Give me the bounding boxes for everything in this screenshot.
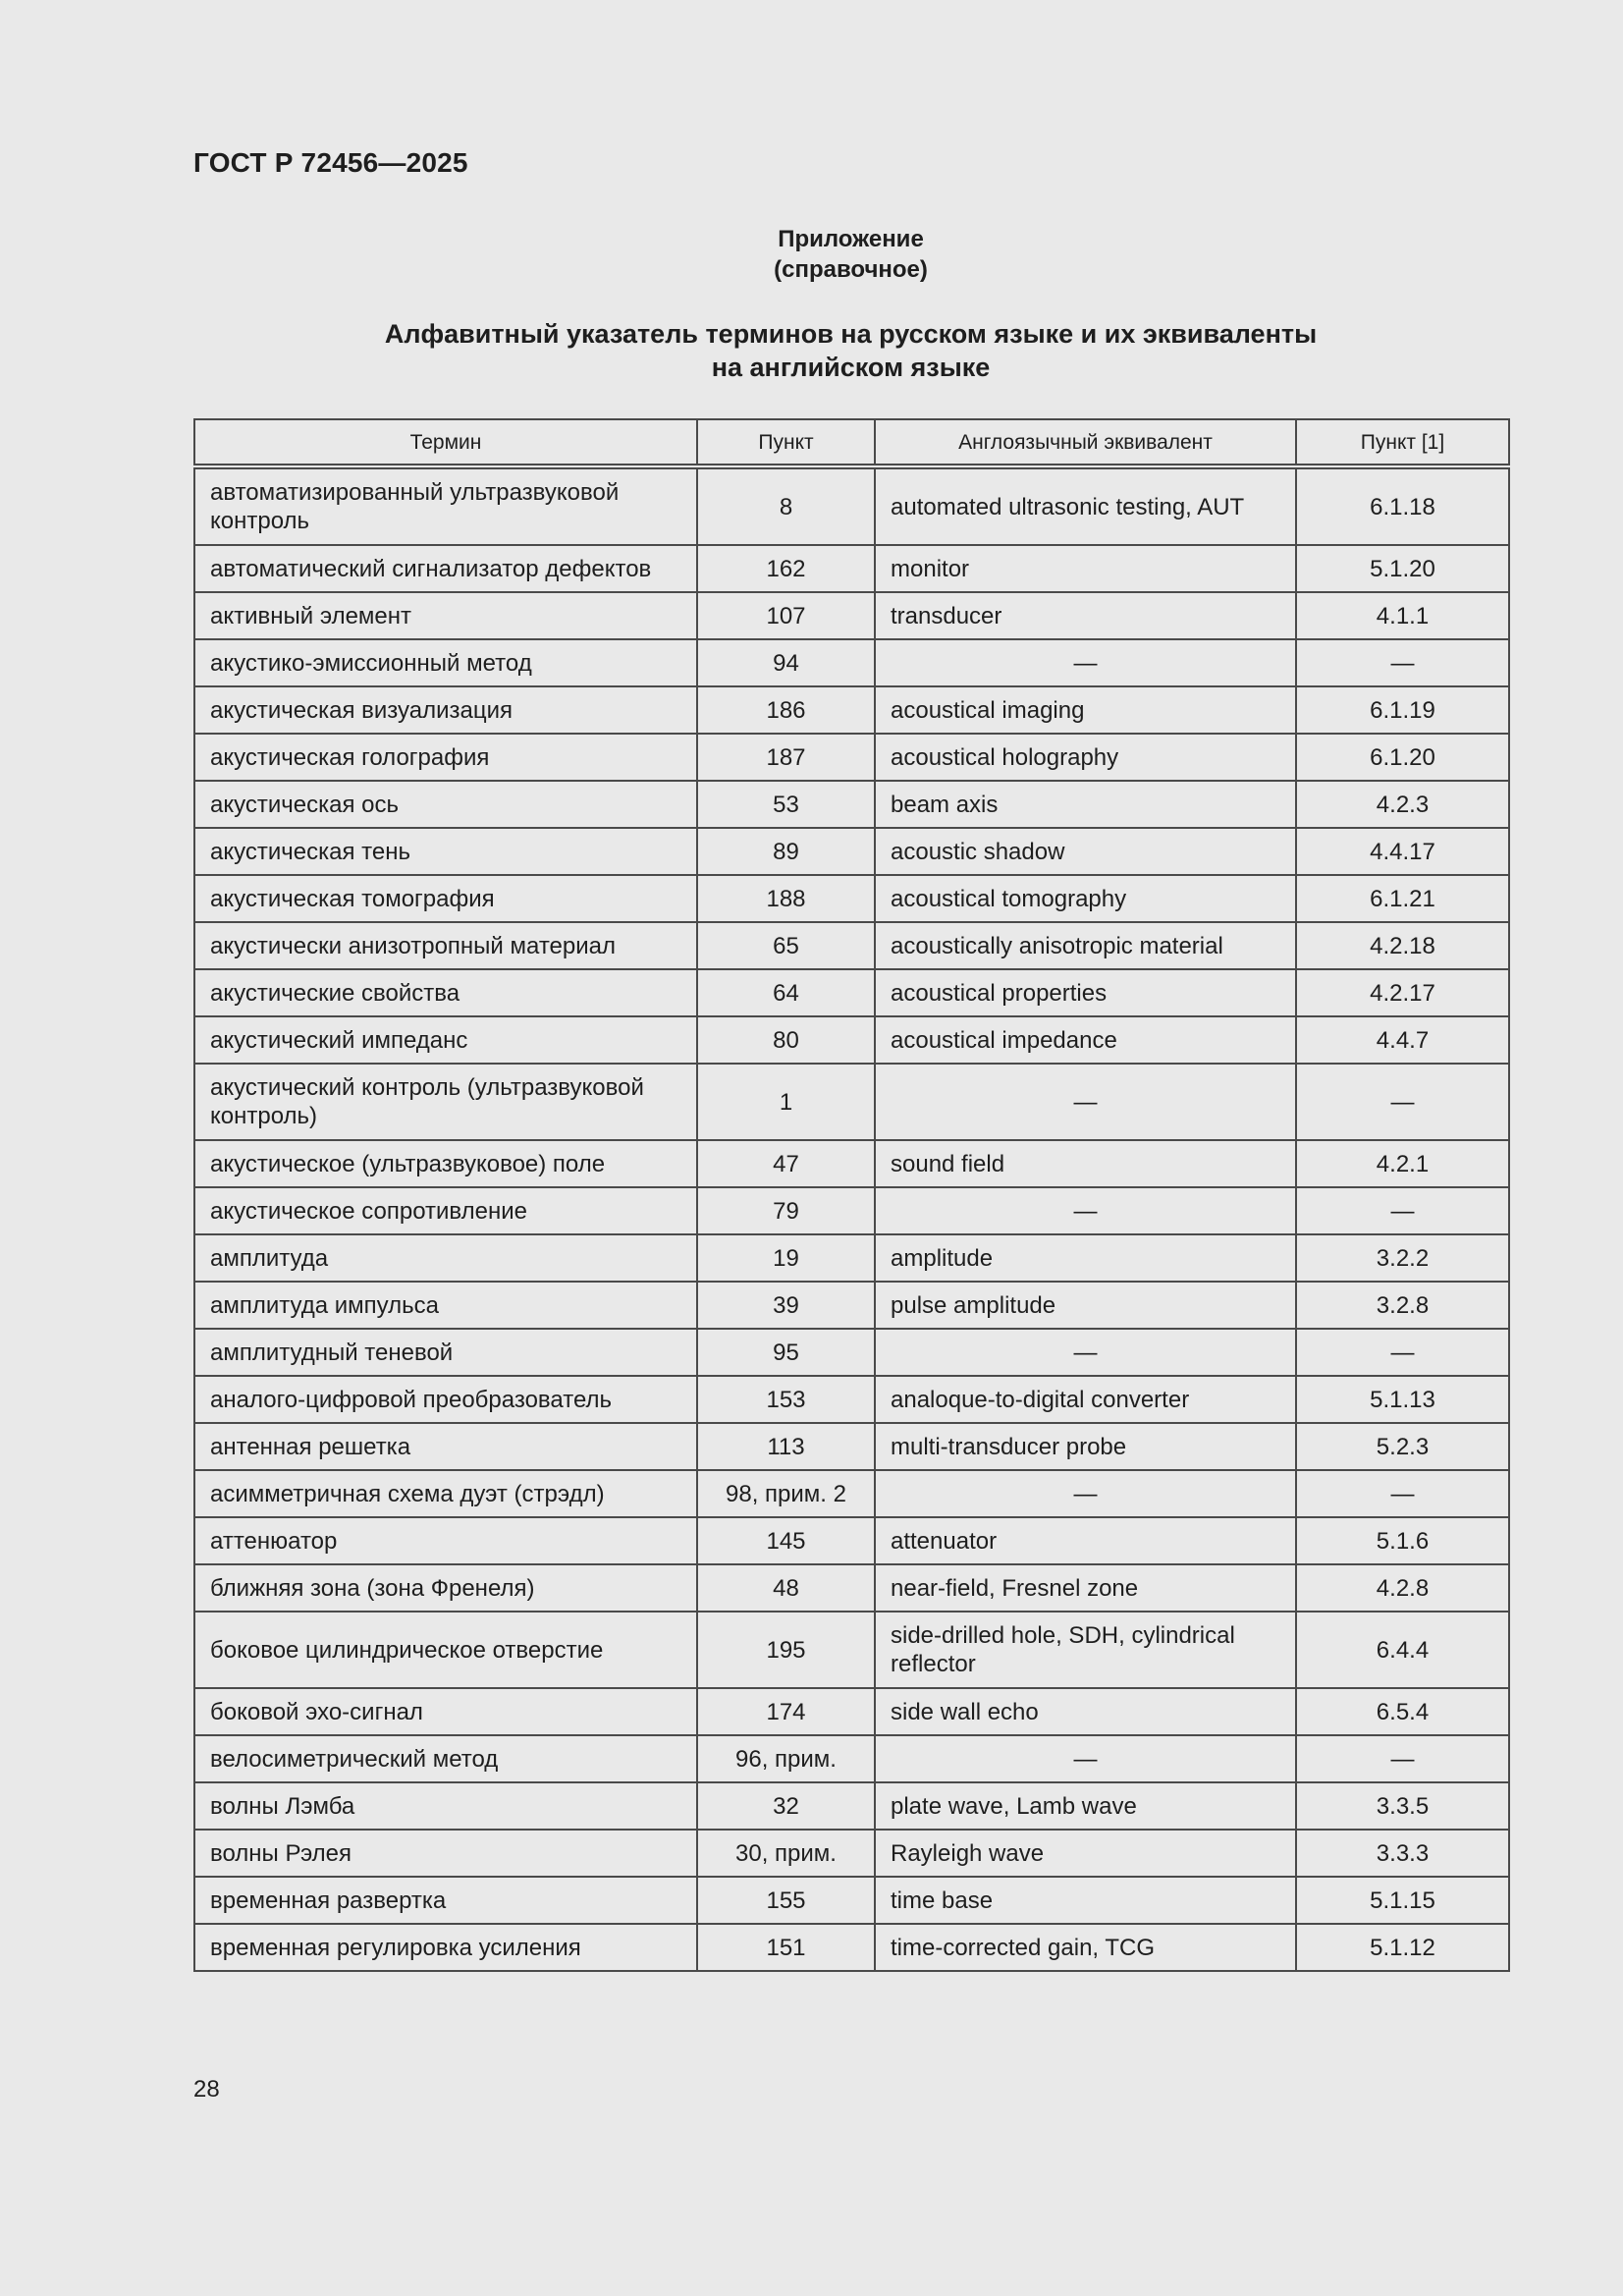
cell-term: амплитуда импульса xyxy=(194,1282,697,1329)
cell-term: велосиметрический метод xyxy=(194,1735,697,1782)
cell-ref: 5.1.6 xyxy=(1296,1517,1509,1564)
table-row xyxy=(194,639,1509,686)
table-row xyxy=(194,1064,1509,1140)
cell-item: 98, прим. 2 xyxy=(697,1470,875,1517)
cell-term: акустическое (ультразвуковое) поле xyxy=(194,1140,697,1187)
cell-ref: 6.5.4 xyxy=(1296,1688,1509,1735)
cell-item: 1 xyxy=(697,1064,875,1140)
cell-ref: 4.2.1 xyxy=(1296,1140,1509,1187)
cell-ref: 3.2.8 xyxy=(1296,1282,1509,1329)
table-row xyxy=(194,1612,1509,1688)
cell-item: 95 xyxy=(697,1329,875,1376)
index-title xyxy=(0,317,1623,384)
table-row xyxy=(194,1016,1509,1064)
cell-item: 186 xyxy=(697,686,875,734)
cell-ref: 5.1.20 xyxy=(1296,545,1509,592)
cell-ref: 3.3.3 xyxy=(1296,1830,1509,1877)
cell-ref: — xyxy=(1296,1329,1509,1376)
cell-ref: 4.4.17 xyxy=(1296,828,1509,875)
page-number: 28 xyxy=(193,2076,220,2103)
table-row xyxy=(194,466,1509,545)
cell-item: 47 xyxy=(697,1140,875,1187)
cell-term: боковое цилиндрическое отверстие xyxy=(194,1612,697,1688)
cell-term: волны Лэмба xyxy=(194,1782,697,1830)
cell-english: attenuator xyxy=(875,1517,1296,1564)
cell-english: acoustical impedance xyxy=(875,1016,1296,1064)
cell-term: аналого-цифровой преобразователь xyxy=(194,1376,697,1423)
table-row xyxy=(194,781,1509,828)
cell-item: 187 xyxy=(697,734,875,781)
index-title-line-2: на английском языке xyxy=(711,353,991,382)
cell-item: 30, прим. xyxy=(697,1830,875,1877)
cell-english: side wall echo xyxy=(875,1688,1296,1735)
cell-english: — xyxy=(875,1735,1296,1782)
cell-item: 153 xyxy=(697,1376,875,1423)
table-row xyxy=(194,875,1509,922)
cell-ref: 5.1.12 xyxy=(1296,1924,1509,1971)
cell-ref: 6.1.18 xyxy=(1296,466,1509,545)
table-row xyxy=(194,1376,1509,1423)
cell-ref: 6.4.4 xyxy=(1296,1612,1509,1688)
cell-english: — xyxy=(875,1064,1296,1140)
cell-item: 155 xyxy=(697,1877,875,1924)
table-row xyxy=(194,969,1509,1016)
cell-term: акустический импеданс xyxy=(194,1016,697,1064)
cell-ref: 5.1.15 xyxy=(1296,1877,1509,1924)
cell-term: автоматизированный ультразвуковой контроль xyxy=(194,466,697,545)
cell-english: acoustical imaging xyxy=(875,686,1296,734)
cell-english: — xyxy=(875,1470,1296,1517)
cell-item: 53 xyxy=(697,781,875,828)
cell-english: — xyxy=(875,1187,1296,1234)
table-row xyxy=(194,1564,1509,1612)
cell-ref: — xyxy=(1296,639,1509,686)
cell-item: 162 xyxy=(697,545,875,592)
cell-english: pulse amplitude xyxy=(875,1282,1296,1329)
cell-item: 145 xyxy=(697,1517,875,1564)
cell-term: волны Рэлея xyxy=(194,1830,697,1877)
cell-term: акустико-эмиссионный метод xyxy=(194,639,697,686)
cell-english: side-drilled hole, SDH, cylindrical reflector xyxy=(875,1612,1296,1688)
cell-ref: 5.1.13 xyxy=(1296,1376,1509,1423)
cell-english: multi-transducer probe xyxy=(875,1423,1296,1470)
cell-ref: 5.2.3 xyxy=(1296,1423,1509,1470)
table-row xyxy=(194,592,1509,639)
table-row xyxy=(194,828,1509,875)
table-row xyxy=(194,1234,1509,1282)
cell-ref: 4.4.7 xyxy=(1296,1016,1509,1064)
cell-english: — xyxy=(875,639,1296,686)
cell-ref: 3.2.2 xyxy=(1296,1234,1509,1282)
cell-ref: — xyxy=(1296,1064,1509,1140)
cell-ref: 3.3.5 xyxy=(1296,1782,1509,1830)
cell-term: ближняя зона (зона Френеля) xyxy=(194,1564,697,1612)
cell-item: 39 xyxy=(697,1282,875,1329)
table-header-row xyxy=(194,419,1509,466)
document-code: ГОСТ Р 72456—2025 xyxy=(193,147,468,178)
cell-term: акустическая томография xyxy=(194,875,697,922)
table-row xyxy=(194,1782,1509,1830)
cell-term: активный элемент xyxy=(194,592,697,639)
cell-term: акустическая голография xyxy=(194,734,697,781)
column-header-term: Термин xyxy=(194,419,697,466)
cell-ref: — xyxy=(1296,1735,1509,1782)
cell-item: 48 xyxy=(697,1564,875,1612)
cell-english: — xyxy=(875,1329,1296,1376)
cell-ref: — xyxy=(1296,1470,1509,1517)
table-row xyxy=(194,1517,1509,1564)
table-row xyxy=(194,922,1509,969)
cell-item: 113 xyxy=(697,1423,875,1470)
table-row xyxy=(194,1688,1509,1735)
table-body xyxy=(194,466,1509,1971)
cell-ref: 4.1.1 xyxy=(1296,592,1509,639)
cell-item: 8 xyxy=(697,466,875,545)
cell-ref: 6.1.20 xyxy=(1296,734,1509,781)
cell-item: 174 xyxy=(697,1688,875,1735)
cell-term: антенная решетка xyxy=(194,1423,697,1470)
cell-item: 188 xyxy=(697,875,875,922)
cell-term: акустическая визуализация xyxy=(194,686,697,734)
table-row xyxy=(194,1423,1509,1470)
cell-term: акустическая ось xyxy=(194,781,697,828)
table-row xyxy=(194,1735,1509,1782)
cell-english: time base xyxy=(875,1877,1296,1924)
cell-term: акустическое сопротивление xyxy=(194,1187,697,1234)
cell-english: acoustical holography xyxy=(875,734,1296,781)
table-row xyxy=(194,1924,1509,1971)
cell-term: асимметричная схема дуэт (стрэдл) xyxy=(194,1470,697,1517)
cell-ref: — xyxy=(1296,1187,1509,1234)
cell-item: 79 xyxy=(697,1187,875,1234)
cell-item: 94 xyxy=(697,639,875,686)
cell-item: 96, прим. xyxy=(697,1735,875,1782)
cell-english: near-field, Fresnel zone xyxy=(875,1564,1296,1612)
table-row xyxy=(194,1329,1509,1376)
appendix-label: Приложение xyxy=(778,226,924,252)
cell-english: sound field xyxy=(875,1140,1296,1187)
table-row xyxy=(194,686,1509,734)
cell-english: acoustic shadow xyxy=(875,828,1296,875)
cell-item: 80 xyxy=(697,1016,875,1064)
table-row xyxy=(194,1877,1509,1924)
cell-term: акустические свойства xyxy=(194,969,697,1016)
cell-ref: 6.1.19 xyxy=(1296,686,1509,734)
cell-item: 151 xyxy=(697,1924,875,1971)
cell-ref: 4.2.3 xyxy=(1296,781,1509,828)
cell-term: амплитудный теневой xyxy=(194,1329,697,1376)
cell-english: time-corrected gain, TCG xyxy=(875,1924,1296,1971)
cell-term: автоматический сигнализатор дефектов xyxy=(194,545,697,592)
cell-term: акустическая тень xyxy=(194,828,697,875)
cell-english: acoustically anisotropic material xyxy=(875,922,1296,969)
cell-term: акустически анизотропный материал xyxy=(194,922,697,969)
table-row xyxy=(194,1470,1509,1517)
column-header-item: Пункт xyxy=(697,419,875,466)
cell-item: 64 xyxy=(697,969,875,1016)
cell-ref: 4.2.17 xyxy=(1296,969,1509,1016)
table-row xyxy=(194,1282,1509,1329)
cell-english: analoque-to-digital converter xyxy=(875,1376,1296,1423)
cell-term: аттенюатор xyxy=(194,1517,697,1564)
cell-item: 89 xyxy=(697,828,875,875)
table-row xyxy=(194,545,1509,592)
cell-ref: 4.2.8 xyxy=(1296,1564,1509,1612)
column-header-english: Англоязычный эквивалент xyxy=(875,419,1296,466)
cell-item: 19 xyxy=(697,1234,875,1282)
cell-term: боковой эхо-сигнал xyxy=(194,1688,697,1735)
cell-item: 107 xyxy=(697,592,875,639)
cell-item: 32 xyxy=(697,1782,875,1830)
cell-ref: 6.1.21 xyxy=(1296,875,1509,922)
appendix-heading xyxy=(0,224,1623,285)
table-row xyxy=(194,1140,1509,1187)
cell-term: акустический контроль (ультразвуковой контроль) xyxy=(194,1064,697,1140)
cell-term: временная регулировка усиления xyxy=(194,1924,697,1971)
cell-item: 65 xyxy=(697,922,875,969)
cell-english: plate wave, Lamb wave xyxy=(875,1782,1296,1830)
cell-english: acoustical properties xyxy=(875,969,1296,1016)
cell-english: monitor xyxy=(875,545,1296,592)
terms-table xyxy=(193,418,1510,1972)
cell-english: Rayleigh wave xyxy=(875,1830,1296,1877)
cell-item: 195 xyxy=(697,1612,875,1688)
cell-english: transducer xyxy=(875,592,1296,639)
cell-english: acoustical tomography xyxy=(875,875,1296,922)
table-row xyxy=(194,1187,1509,1234)
table-row xyxy=(194,734,1509,781)
index-title-line-1: Алфавитный указатель терминов на русском языке и их эквиваленты xyxy=(384,319,1318,349)
cell-english: amplitude xyxy=(875,1234,1296,1282)
table-row xyxy=(194,1830,1509,1877)
appendix-type: (справочное) xyxy=(774,256,928,283)
cell-ref: 4.2.18 xyxy=(1296,922,1509,969)
column-header-ref: Пункт [1] xyxy=(1296,419,1509,466)
cell-english: automated ultrasonic testing, AUT xyxy=(875,466,1296,545)
cell-term: временная развертка xyxy=(194,1877,697,1924)
cell-term: амплитуда xyxy=(194,1234,697,1282)
cell-english: beam axis xyxy=(875,781,1296,828)
